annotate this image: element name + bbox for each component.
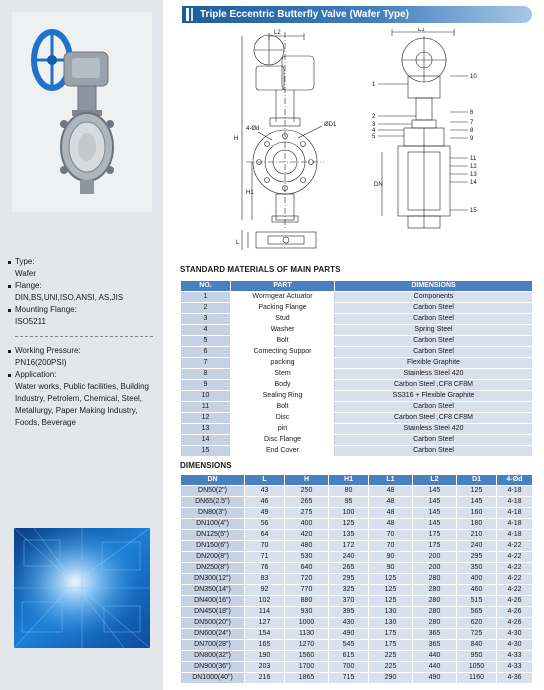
l-cell: 92 <box>245 585 285 596</box>
l2-cell: 280 <box>413 596 457 607</box>
spec-type-value: Wafer <box>15 269 37 278</box>
d1-cell: 125 <box>457 486 497 497</box>
h1-cell: 715 <box>329 673 369 684</box>
h1-cell: 80 <box>329 486 369 497</box>
h-cell: 250 <box>285 486 329 497</box>
table-row <box>181 497 533 508</box>
dimensions-table-body <box>181 486 533 684</box>
part-name-cell: Wormgear Actuator <box>231 292 335 303</box>
part-name-cell: Disc <box>231 413 335 424</box>
label-h1: H1 <box>246 190 254 196</box>
dn-cell: DN125(5") <box>181 530 245 541</box>
part-material-cell: Spring Steel <box>335 325 533 336</box>
label-h: H <box>234 136 239 142</box>
bolt-hole-cell: 4-30 <box>497 640 533 651</box>
h1-cell: 135 <box>329 530 369 541</box>
l1-cell: 90 <box>369 552 413 563</box>
spec-list <box>8 256 158 429</box>
l-cell: 70 <box>245 541 285 552</box>
h-cell: 420 <box>285 530 329 541</box>
page-title: Triple Eccentric Butterfly Valve (Wafer Type) <box>200 9 409 20</box>
table-row <box>181 519 533 530</box>
dn-cell: DN50(2") <box>181 486 245 497</box>
column-header: L1 <box>369 475 413 486</box>
d1-cell: 160 <box>457 508 497 519</box>
d1-cell: 840 <box>457 640 497 651</box>
bullet-icon <box>8 285 11 288</box>
l2-cell: 440 <box>413 662 457 673</box>
h-cell: 1270 <box>285 640 329 651</box>
part-number-cell: 6 <box>181 347 231 358</box>
l2-cell: 175 <box>413 541 457 552</box>
bolt-hole-cell: 4-33 <box>497 662 533 673</box>
l2-cell: 490 <box>413 673 457 684</box>
bullet-icon <box>8 309 11 312</box>
h1-cell: 490 <box>329 629 369 640</box>
valve-product-photo <box>12 12 152 212</box>
table-row <box>181 424 533 435</box>
part-material-cell: Carbon Steel ,CF8 CF8M <box>335 413 533 424</box>
table-header-row <box>181 475 533 486</box>
dn-cell: DN450(18") <box>181 607 245 618</box>
l-cell: 165 <box>245 640 285 651</box>
d1-cell: 210 <box>457 530 497 541</box>
table-row <box>181 530 533 541</box>
label-l: L <box>236 240 240 246</box>
bolt-hole-cell: 4-22 <box>497 585 533 596</box>
table-row <box>181 292 533 303</box>
label-dn: DN <box>374 182 383 188</box>
l2-cell: 280 <box>413 618 457 629</box>
part-number: 6 <box>470 110 474 116</box>
h1-cell: 700 <box>329 662 369 673</box>
label-d1: ØD1 <box>324 122 337 128</box>
table-row <box>181 391 533 402</box>
h-cell: 640 <box>285 563 329 574</box>
label-nd: 4-Ød <box>246 126 260 132</box>
table-row <box>181 563 533 574</box>
l-cell: 154 <box>245 629 285 640</box>
dn-cell: DN150(6") <box>181 541 245 552</box>
part-number-cell: 4 <box>181 325 231 336</box>
column-header: 4-Ød <box>497 475 533 486</box>
part-material-cell: Stainless Steel 420 <box>335 369 533 380</box>
l-cell: 114 <box>245 607 285 618</box>
dn-cell: DN300(12") <box>181 574 245 585</box>
table-row <box>181 303 533 314</box>
part-material-cell: Carbon Steel <box>335 347 533 358</box>
bullet-icon <box>8 261 11 264</box>
bolt-hole-cell: 4-22 <box>497 541 533 552</box>
part-number: 1 <box>372 82 376 88</box>
d1-cell: 240 <box>457 541 497 552</box>
table-row <box>181 325 533 336</box>
l-cell: 43 <box>245 486 285 497</box>
table-row <box>181 336 533 347</box>
part-material-cell: Stainless Steel 420 <box>335 424 533 435</box>
spec-flange-value: DIN,BS,UNI,ISO,ANSI, AS,JIS <box>15 293 124 302</box>
l2-cell: 145 <box>413 486 457 497</box>
table-row <box>181 435 533 446</box>
part-name-cell: packing <box>231 358 335 369</box>
table-row <box>181 486 533 497</box>
part-number: 12 <box>470 164 477 170</box>
dn-cell: DN200(8") <box>181 552 245 563</box>
column-header: DN <box>181 475 245 486</box>
l-cell: 216 <box>245 673 285 684</box>
part-material-cell: Components <box>335 292 533 303</box>
d1-cell: 295 <box>457 552 497 563</box>
d1-cell: 400 <box>457 574 497 585</box>
l-cell: 190 <box>245 651 285 662</box>
bolt-hole-cell: 4-18 <box>497 508 533 519</box>
part-material-cell: Flexible Graphite <box>335 358 533 369</box>
bolt-hole-cell: 4-18 <box>497 497 533 508</box>
part-number: 15 <box>470 208 477 214</box>
part-name-cell: Stud <box>231 314 335 325</box>
title-marker-icon <box>191 8 193 21</box>
h1-cell: 295 <box>329 574 369 585</box>
l1-cell: 48 <box>369 508 413 519</box>
dn-cell: DN65(2.5") <box>181 497 245 508</box>
spec-application-value: Water works, Public facilities, Building Industry, Petrolem, Chemical, Steel, Metallurgy, Paper Making Industry, Foods, Beverage <box>15 382 149 427</box>
h-cell: 275 <box>285 508 329 519</box>
bolt-hole-cell: 4-22 <box>497 574 533 585</box>
dn-cell: DN400(16") <box>181 596 245 607</box>
spec-mounting-flange-value: ISO5211 <box>15 317 46 326</box>
h-cell: 265 <box>285 497 329 508</box>
dimensions-table <box>180 474 533 684</box>
part-name-cell: End Cover <box>231 446 335 457</box>
sidebar <box>0 0 163 690</box>
d1-cell: 565 <box>457 607 497 618</box>
l2-cell: 280 <box>413 585 457 596</box>
spec-application: Application: <box>8 369 158 381</box>
bullet-icon <box>8 350 11 353</box>
table-row <box>181 446 533 457</box>
part-number-cell: 1 <box>181 292 231 303</box>
part-material-cell: Carbon Steel <box>335 314 533 325</box>
bolt-hole-cell: 4-18 <box>497 530 533 541</box>
part-name-cell: Body <box>231 380 335 391</box>
spec-type: Type: <box>8 256 158 268</box>
l-cell: 203 <box>245 662 285 673</box>
table-row <box>181 413 533 424</box>
spec-working-pressure: Working Pressure: <box>8 345 158 357</box>
h1-cell: 172 <box>329 541 369 552</box>
bolt-hole-cell: 4-26 <box>497 607 533 618</box>
section-title-bar <box>182 6 532 23</box>
column-header: L <box>245 475 285 486</box>
part-number: 4 <box>372 128 376 134</box>
part-name-cell: Sealing Ring <box>231 391 335 402</box>
l1-cell: 125 <box>369 585 413 596</box>
d1-cell: 180 <box>457 519 497 530</box>
l2-cell: 145 <box>413 497 457 508</box>
table-row <box>181 314 533 325</box>
part-material-cell: SS316 + Flexible Graphite <box>335 391 533 402</box>
part-number: 7 <box>470 120 474 126</box>
bolt-hole-cell: 4-22 <box>497 563 533 574</box>
h-cell: 1700 <box>285 662 329 673</box>
l-cell: 49 <box>245 508 285 519</box>
l1-cell: 290 <box>369 673 413 684</box>
l-cell: 56 <box>245 519 285 530</box>
part-name-cell: Bolt <box>231 336 335 347</box>
h1-cell: 240 <box>329 552 369 563</box>
table-row <box>181 651 533 662</box>
part-number-cell: 3 <box>181 314 231 325</box>
part-name-cell: Bolt <box>231 402 335 413</box>
part-number-cell: 13 <box>181 424 231 435</box>
part-number: 2 <box>372 114 376 120</box>
part-number-cell: 12 <box>181 413 231 424</box>
h-cell: 880 <box>285 596 329 607</box>
dn-cell: DN600(24") <box>181 629 245 640</box>
dn-cell: DN700(28") <box>181 640 245 651</box>
bolt-hole-cell: 4-26 <box>497 618 533 629</box>
d1-cell: 950 <box>457 651 497 662</box>
table-row <box>181 662 533 673</box>
d1-cell: 515 <box>457 596 497 607</box>
l-cell: 71 <box>245 552 285 563</box>
materials-table-body <box>181 292 533 457</box>
h-cell: 1000 <box>285 618 329 629</box>
h1-cell: 100 <box>329 508 369 519</box>
l1-cell: 90 <box>369 563 413 574</box>
l2-cell: 145 <box>413 519 457 530</box>
part-name-cell: pin <box>231 424 335 435</box>
part-number-cell: 7 <box>181 358 231 369</box>
divider <box>15 336 153 337</box>
column-header: H1 <box>329 475 369 486</box>
d1-cell: 145 <box>457 497 497 508</box>
dn-cell: DN900(36") <box>181 662 245 673</box>
l1-cell: 175 <box>369 640 413 651</box>
l-cell: 102 <box>245 596 285 607</box>
h1-cell: 265 <box>329 563 369 574</box>
l-cell: 64 <box>245 530 285 541</box>
table-row <box>181 552 533 563</box>
h1-cell: 545 <box>329 640 369 651</box>
part-number-cell: 8 <box>181 369 231 380</box>
table-row <box>181 673 533 684</box>
l2-cell: 175 <box>413 530 457 541</box>
h1-cell: 325 <box>329 585 369 596</box>
spec-working-pressure-value: PN16(200PSI) <box>15 358 67 367</box>
h-cell: 770 <box>285 585 329 596</box>
l1-cell: 225 <box>369 662 413 673</box>
part-number-cell: 15 <box>181 446 231 457</box>
table-row <box>181 607 533 618</box>
dn-cell: DN250(8") <box>181 563 245 574</box>
l1-cell: 48 <box>369 519 413 530</box>
part-number-cell: 2 <box>181 303 231 314</box>
bolt-hole-cell: 4-36 <box>497 673 533 684</box>
table-row <box>181 640 533 651</box>
table-row <box>181 380 533 391</box>
d1-cell: 350 <box>457 563 497 574</box>
part-number: 14 <box>470 180 477 186</box>
label-l2: L2 <box>274 30 281 36</box>
part-number-cell: 14 <box>181 435 231 446</box>
l2-cell: 365 <box>413 629 457 640</box>
h-cell: 930 <box>285 607 329 618</box>
table-row <box>181 574 533 585</box>
h1-cell: 95 <box>329 497 369 508</box>
dn-cell: DN350(14") <box>181 585 245 596</box>
part-number-cell: 5 <box>181 336 231 347</box>
part-material-cell: Carbon Steel <box>335 303 533 314</box>
materials-title: STANDARD MATERIALS OF MAIN PARTS <box>180 265 341 274</box>
dn-cell: DN500(20") <box>181 618 245 629</box>
bolt-hole-cell: 4-22 <box>497 552 533 563</box>
part-material-cell: Carbon Steel <box>335 336 533 347</box>
bullet-icon <box>8 374 11 377</box>
d1-cell: 620 <box>457 618 497 629</box>
part-material-cell: Carbon Steel <box>335 446 533 457</box>
part-number: 3 <box>372 122 376 128</box>
d1-cell: 460 <box>457 585 497 596</box>
column-header: L2 <box>413 475 457 486</box>
d1-cell: 1160 <box>457 673 497 684</box>
l-cell: 46 <box>245 497 285 508</box>
technology-image <box>14 528 150 648</box>
table-row <box>181 358 533 369</box>
table-row <box>181 585 533 596</box>
part-number-cell: 9 <box>181 380 231 391</box>
column-header: D1 <box>457 475 497 486</box>
l2-cell: 280 <box>413 607 457 618</box>
table-header-row <box>181 281 533 292</box>
l2-cell: 145 <box>413 508 457 519</box>
l-cell: 127 <box>245 618 285 629</box>
part-name-cell: Disc Flange <box>231 435 335 446</box>
h1-cell: 615 <box>329 651 369 662</box>
spec-flange: Flange: <box>8 280 158 292</box>
column-header: PART <box>231 281 335 292</box>
table-row <box>181 629 533 640</box>
part-material-cell: Carbon Steel <box>335 435 533 446</box>
h1-cell: 395 <box>329 607 369 618</box>
l2-cell: 365 <box>413 640 457 651</box>
h-cell: 530 <box>285 552 329 563</box>
part-number: 10 <box>470 74 477 80</box>
l-cell: 76 <box>245 563 285 574</box>
h-cell: 1130 <box>285 629 329 640</box>
table-row <box>181 369 533 380</box>
part-number-cell: 10 <box>181 391 231 402</box>
part-number: 5 <box>372 134 376 140</box>
dn-cell: DN80(3") <box>181 508 245 519</box>
h1-cell: 430 <box>329 618 369 629</box>
table-row <box>181 402 533 413</box>
materials-table <box>180 280 533 457</box>
column-header: H <box>285 475 329 486</box>
part-number-cell: 11 <box>181 402 231 413</box>
l1-cell: 70 <box>369 541 413 552</box>
table-row <box>181 618 533 629</box>
bolt-hole-cell: 4-18 <box>497 486 533 497</box>
part-material-cell: Carbon Steel ,CF8 CF8M <box>335 380 533 391</box>
dn-cell: DN100(4") <box>181 519 245 530</box>
l1-cell: 130 <box>369 607 413 618</box>
column-header: NO. <box>181 281 231 292</box>
part-number: 9 <box>470 136 474 142</box>
l1-cell: 48 <box>369 486 413 497</box>
table-row <box>181 508 533 519</box>
table-row <box>181 596 533 607</box>
dn-cell: DN1000(40") <box>181 673 245 684</box>
title-marker-icon <box>186 8 189 21</box>
l-cell: 83 <box>245 574 285 585</box>
column-header: DIMENSIONS <box>335 281 533 292</box>
l1-cell: 130 <box>369 618 413 629</box>
dimensions-title: DIMENSIONS <box>180 461 232 470</box>
part-material-cell: Carbon Steel <box>335 402 533 413</box>
bolt-hole-cell: 4-18 <box>497 519 533 530</box>
part-number: 11 <box>470 156 477 162</box>
h-cell: 720 <box>285 574 329 585</box>
part-name-cell: Washer <box>231 325 335 336</box>
bolt-hole-cell: 4-26 <box>497 596 533 607</box>
part-name-cell: Comecting Suppor <box>231 347 335 358</box>
label-l1: L1 <box>418 28 425 33</box>
h-cell: 480 <box>285 541 329 552</box>
l1-cell: 225 <box>369 651 413 662</box>
h-cell: 400 <box>285 519 329 530</box>
part-number: 13 <box>470 172 477 178</box>
spec-mounting-flange: Mounting Flange: <box>8 304 158 316</box>
table-row <box>181 541 533 552</box>
l1-cell: 125 <box>369 574 413 585</box>
l1-cell: 48 <box>369 497 413 508</box>
l2-cell: 200 <box>413 563 457 574</box>
h1-cell: 370 <box>329 596 369 607</box>
l1-cell: 125 <box>369 596 413 607</box>
bolt-hole-cell: 4-33 <box>497 651 533 662</box>
part-name-cell: Stem <box>231 369 335 380</box>
bolt-hole-cell: 4-30 <box>497 629 533 640</box>
dn-cell: DN800(32") <box>181 651 245 662</box>
l1-cell: 175 <box>369 629 413 640</box>
l1-cell: 70 <box>369 530 413 541</box>
d1-cell: 725 <box>457 629 497 640</box>
h-cell: 1865 <box>285 673 329 684</box>
part-number: 8 <box>470 128 474 134</box>
table-row <box>181 347 533 358</box>
d1-cell: 1050 <box>457 662 497 673</box>
l2-cell: 280 <box>413 574 457 585</box>
h-cell: 1560 <box>285 651 329 662</box>
l2-cell: 200 <box>413 552 457 563</box>
h1-cell: 125 <box>329 519 369 530</box>
part-name-cell: Packing Flange <box>231 303 335 314</box>
technical-drawing <box>212 28 502 258</box>
l2-cell: 440 <box>413 651 457 662</box>
